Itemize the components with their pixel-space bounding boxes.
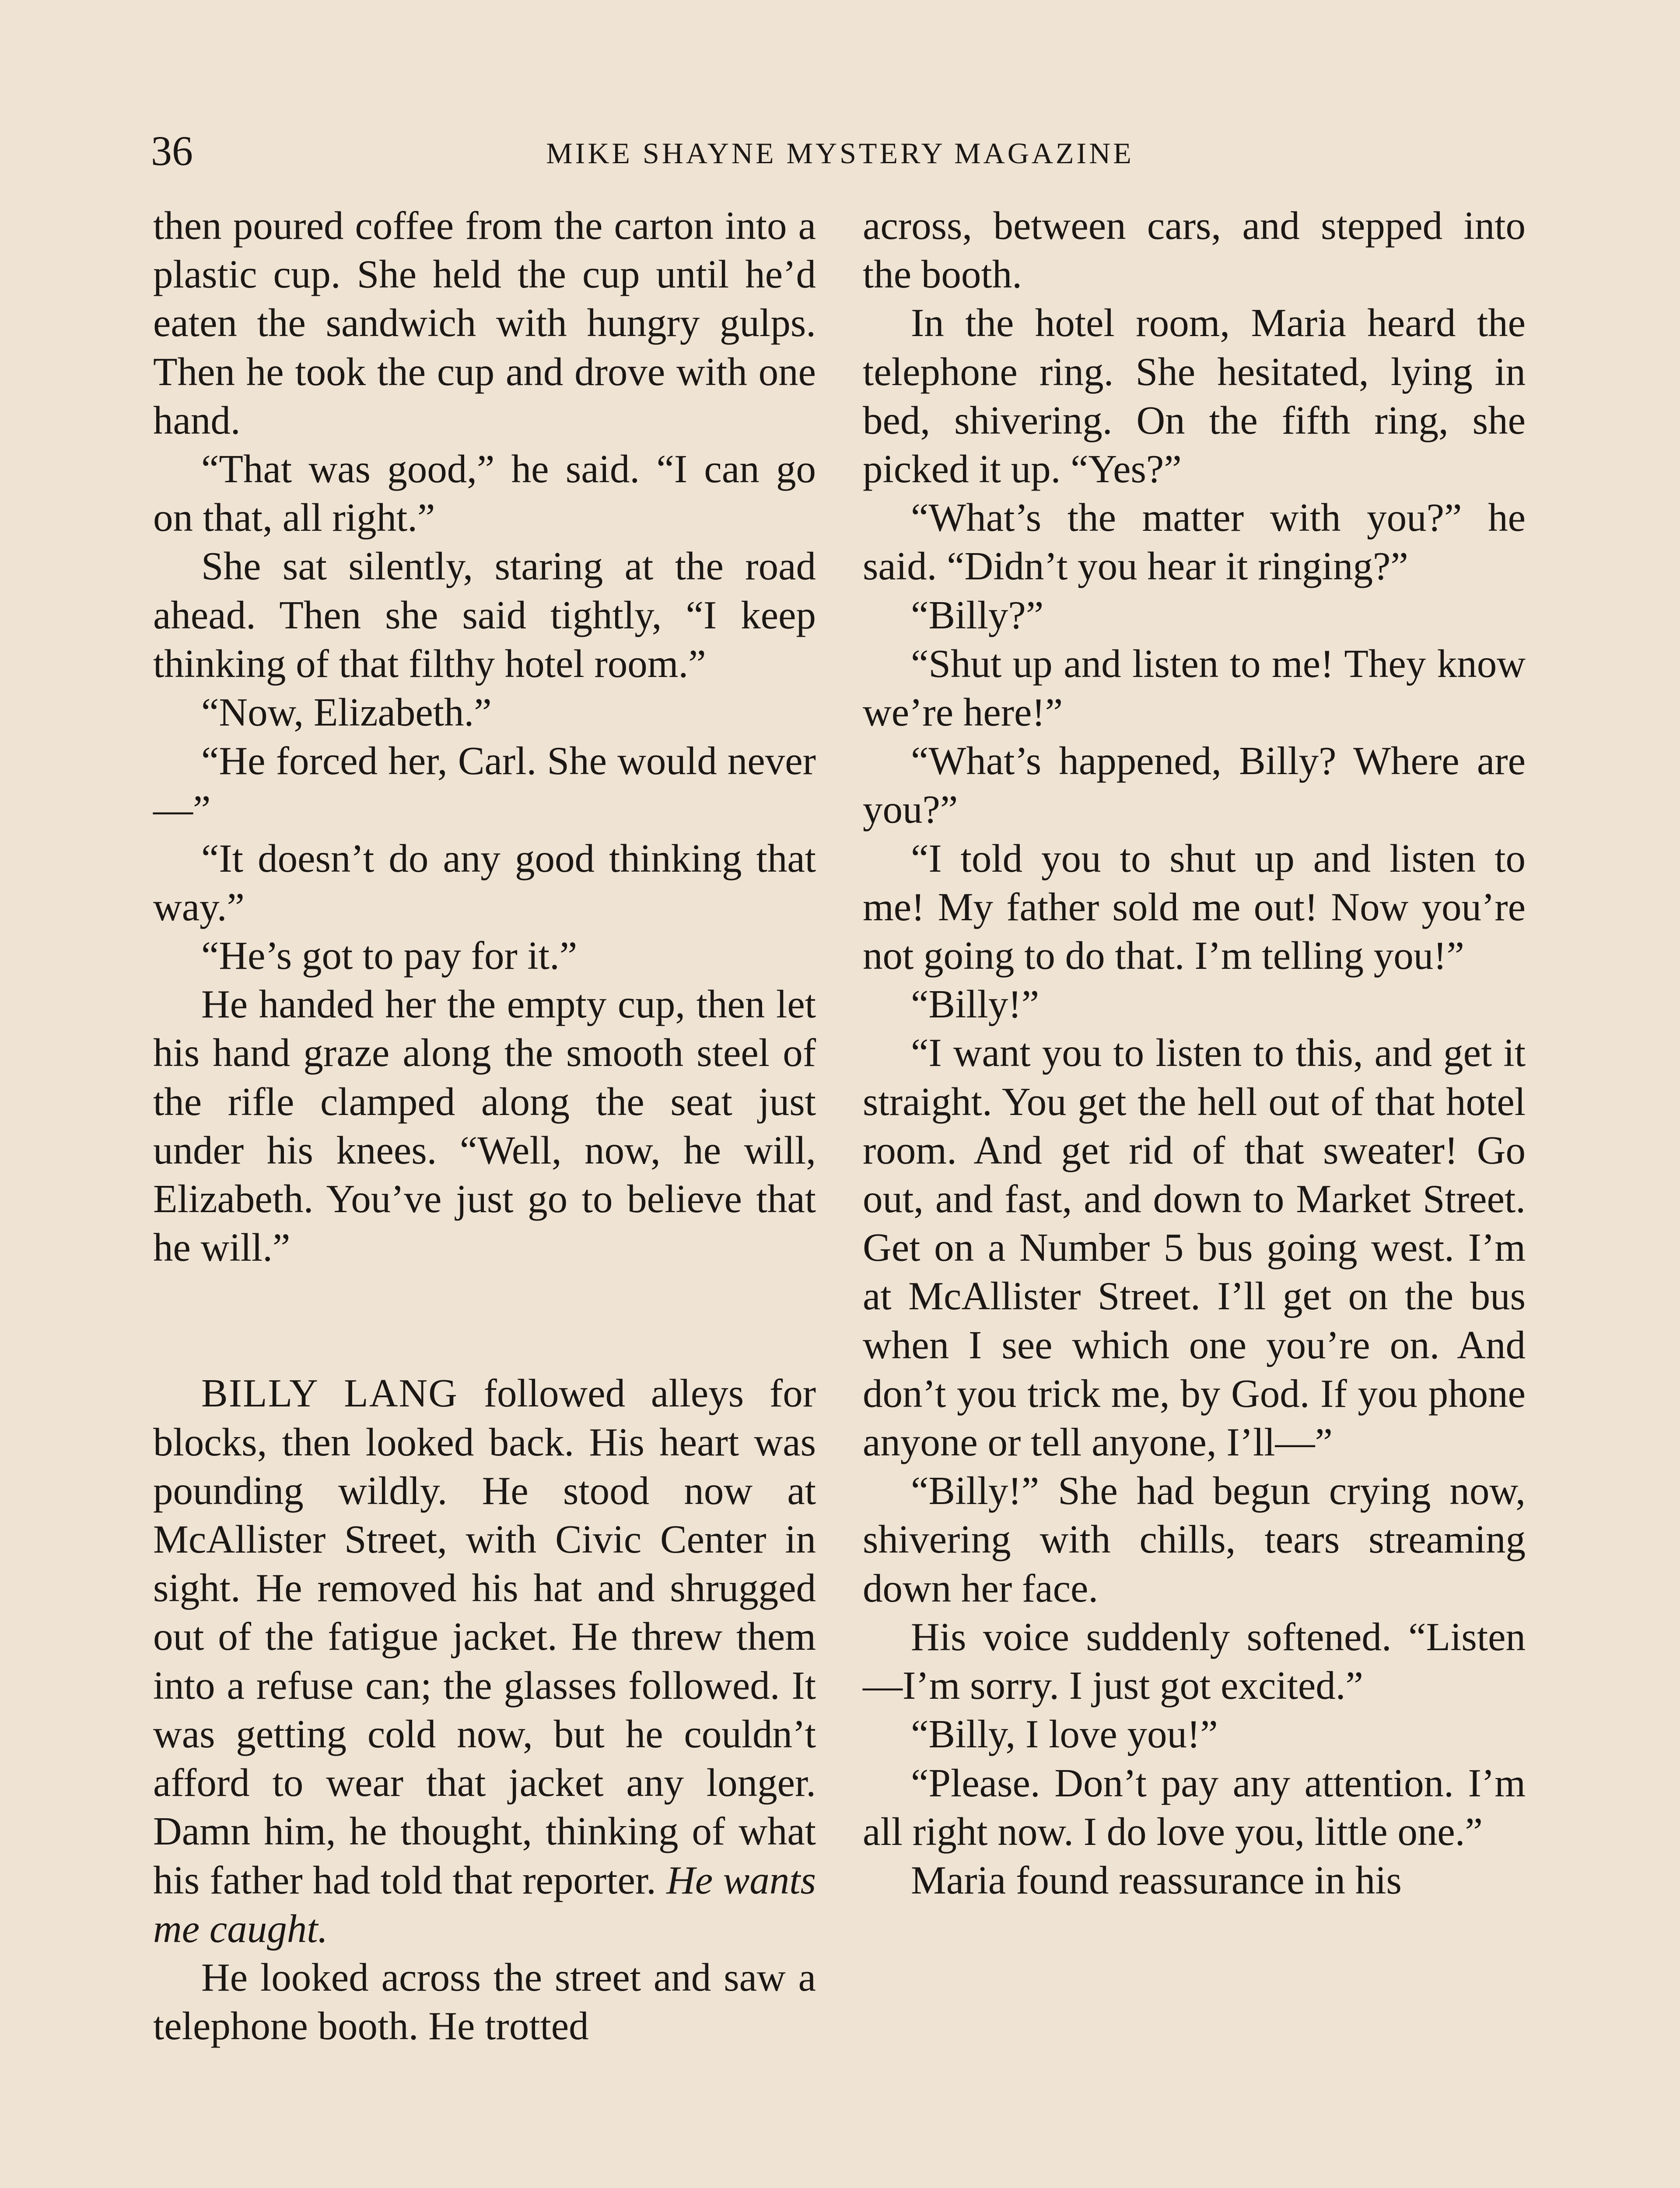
- paragraph: “What’s the matter with you?” he said. “Didn’t you hear it ringing?”: [863, 495, 1526, 589]
- paragraph: “He forced her, Carl. She would never—”: [153, 739, 816, 832]
- paragraph: “Please. Don’t pay any attention. I’m all right now. I do love you, little one.”: [863, 1760, 1526, 1854]
- paragraph-text: followed alleys for blocks, then looked back. His heart was pounding wildly. He stood now at McAllister Street, with Civic Center in sight. He removed his hat and shrugged out of the fatigue jacket. He threw them into a refuse can; the glasses followed. It was getting cold now, but he couldn’t afford to wear that jacket any longer. Damn him, he thought, thinking of what his father had told that reporter.: [153, 1371, 816, 1902]
- italic-thought: He wants me caught.: [153, 1858, 816, 1951]
- paragraph: In the hotel room, Maria heard the telephone ring. She hesitated, lying in bed, shivering. On the fifth ring, she picked it up. “Yes?”: [863, 301, 1526, 491]
- paragraph: “Billy!” She had begun crying now, shivering with chills, tears streaming down her face.: [863, 1469, 1526, 1610]
- paragraph: “He’s got to pay for it.”: [201, 933, 578, 978]
- paragraph: “Now, Elizabeth.”: [201, 690, 492, 735]
- paragraph: “Shut up and listen to me! They know we’re here!”: [863, 641, 1526, 735]
- paragraph: He handed her the empty cup, then let his hand graze along the smooth steel of the rifle clamped along the seat just under his knees. “Well, now, he will, Elizabeth. You’ve just go to believe that he will.”: [153, 982, 816, 1270]
- paragraph: across, between cars, and stepped into the booth.: [863, 203, 1526, 297]
- running-title: MIKE SHAYNE MYSTERY MAGAZINE: [546, 137, 1134, 170]
- paragraph: “Billy?”: [911, 593, 1044, 637]
- section-paragraph: [153, 1369, 816, 1953]
- page-number: 36: [151, 127, 193, 174]
- paragraph: “It doesn’t do any good thinking that way.”: [153, 836, 816, 929]
- paragraph: He looked across the street and saw a telephone booth. He trotted: [153, 1955, 816, 2048]
- paragraph: She sat silently, staring at the road ahead. Then she said tightly, “I keep thinking of that filthy hotel room.”: [153, 544, 816, 686]
- paragraph: then poured coffee from the carton into a plastic cup. She held the cup until he’d eaten the sandwich with hungry gulps. Then he took the cup and drove with one hand.: [153, 203, 816, 442]
- section-lead-in: BILLY LANG: [201, 1371, 458, 1416]
- paragraph: “Billy!”: [911, 982, 1040, 1027]
- paragraph: “Billy, I love you!”: [911, 1712, 1218, 1757]
- paragraph: “That was good,” he said. “I can go on that, all right.”: [153, 447, 816, 540]
- paragraph: “I told you to shut up and listen to me! My father sold me out! Now you’re not going to do that. I’m telling you!”: [863, 836, 1526, 978]
- left-column: [153, 201, 816, 2050]
- paragraph: Maria found reassurance in his: [911, 1858, 1402, 1902]
- right-column: [863, 201, 1526, 1904]
- paragraph: His voice suddenly softened. “Listen—I’m sorry. I just got excited.”: [863, 1614, 1526, 1708]
- paragraph: “What’s happened, Billy? Where are you?”: [863, 739, 1526, 832]
- paragraph: “I want you to listen to this, and get it straight. You get the hell out of that hotel room. And get rid of that sweater! Go out, and fast, and down to Market Street. Get on a Number 5 bus going west. I’m at McAllister Street. I’ll get on the bus when I see which one you’re on. And don’t you trick me, by God. If you phone anyone or tell anyone, I’ll—”: [863, 1031, 1526, 1465]
